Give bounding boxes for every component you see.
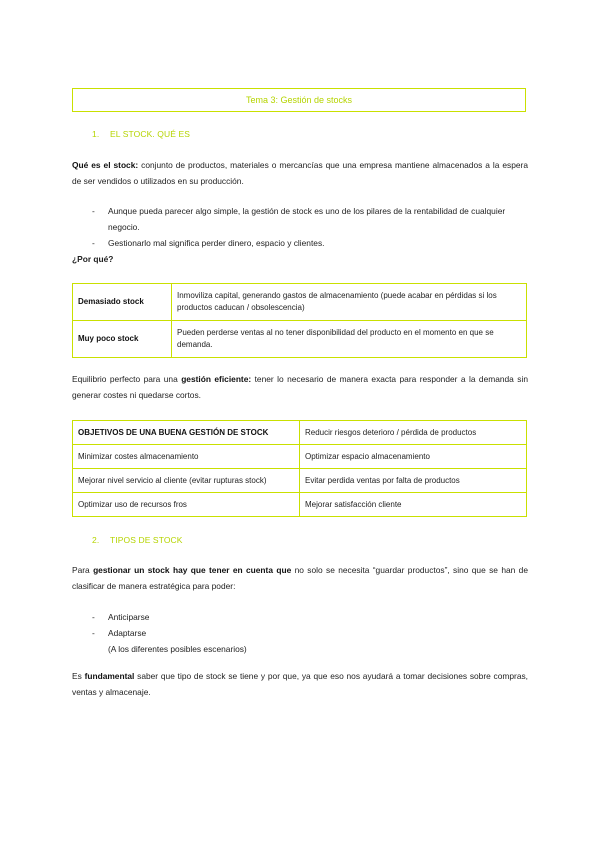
list-item-note: (A los diferentes posibles escenarios) xyxy=(108,644,247,654)
why-table xyxy=(72,283,527,358)
table-row xyxy=(73,321,527,358)
section-title: TIPOS DE STOCK xyxy=(110,535,183,545)
list-item: - Adaptarse xyxy=(92,628,147,638)
definition-text: conjunto de productos, materiales o mercancías que una empresa mantiene almacenados a la espera de ser vendidos o utilizados en su producción. xyxy=(72,160,528,186)
page-title: Tema 3: Gestión de stocks xyxy=(72,88,526,112)
section-heading-1 xyxy=(92,129,190,139)
definition-term: Qué es el stock: xyxy=(72,160,139,170)
section-number: 2. xyxy=(92,535,100,545)
table-row xyxy=(73,421,527,445)
table-row xyxy=(73,284,527,321)
fundamental-paragraph: Es fundamental saber que tipo de stock se tiene y por que, ya que eso nos ayudará a tomar decisiones sobre compras, ventas y almacenaje. xyxy=(72,671,528,697)
bullet-list-2 xyxy=(92,609,532,657)
table-row xyxy=(73,493,527,517)
list-item: - Aunque pueda parecer algo simple, la gestión de stock es uno de los pilares de la rentabilidad de cualquier negocio. xyxy=(92,206,506,232)
table-cell: Optimizar uso de recursos fros xyxy=(73,493,300,517)
table-cell: Minimizar costes almacenamiento xyxy=(73,445,300,469)
definition-paragraph xyxy=(72,157,528,189)
table-cell: Demasiado stock xyxy=(73,284,172,321)
table-row xyxy=(73,469,527,493)
table-cell: Inmoviliza capital, generando gastos de almacenamiento (puede acabar en pérdidas si los productos caducan / obsolescencia) xyxy=(172,284,527,321)
table-cell: Muy poco stock xyxy=(73,321,172,358)
stock-types-paragraph: Para gestionar un stock hay que tener en cuenta que no solo se necesita “guardar productos”, sino que se han de clasificar de manera estratégica para poder: xyxy=(72,565,528,591)
section-number: 1. xyxy=(92,129,100,139)
table-cell: Evitar perdida ventas por falta de productos xyxy=(300,469,527,493)
table-cell: Mejorar nivel servicio al cliente (evitar rupturas stock) xyxy=(73,469,300,493)
table-header-cell: OBJETIVOS DE UNA BUENA GESTIÓN DE STOCK xyxy=(73,421,300,445)
table-cell: Mejorar satisfacción cliente xyxy=(300,493,527,517)
table-cell: Optimizar espacio almacenamiento xyxy=(300,445,527,469)
section-heading-2 xyxy=(92,535,183,545)
bullet-list-1 xyxy=(92,203,532,251)
list-item: - Anticiparse xyxy=(92,612,150,622)
list-item: - Gestionarlo mal significa perder dinero, espacio y clientes. xyxy=(92,238,325,248)
equilibrium-paragraph: Equilibrio perfecto para una gestión eficiente: tener lo necesario de manera exacta para responder a la demanda sin generar costes ni quedarse cortos. xyxy=(72,374,528,400)
section-title: EL STOCK. QUÉ ES xyxy=(110,129,191,139)
table-row xyxy=(73,445,527,469)
table-cell: Reducir riesgos deterioro / pérdida de productos xyxy=(300,421,527,445)
table-cell: Pueden perderse ventas al no tener disponibilidad del producto en el momento en que se demanda. xyxy=(172,321,527,358)
why-label: ¿Por qué? xyxy=(72,254,114,264)
objectives-table xyxy=(72,420,527,517)
